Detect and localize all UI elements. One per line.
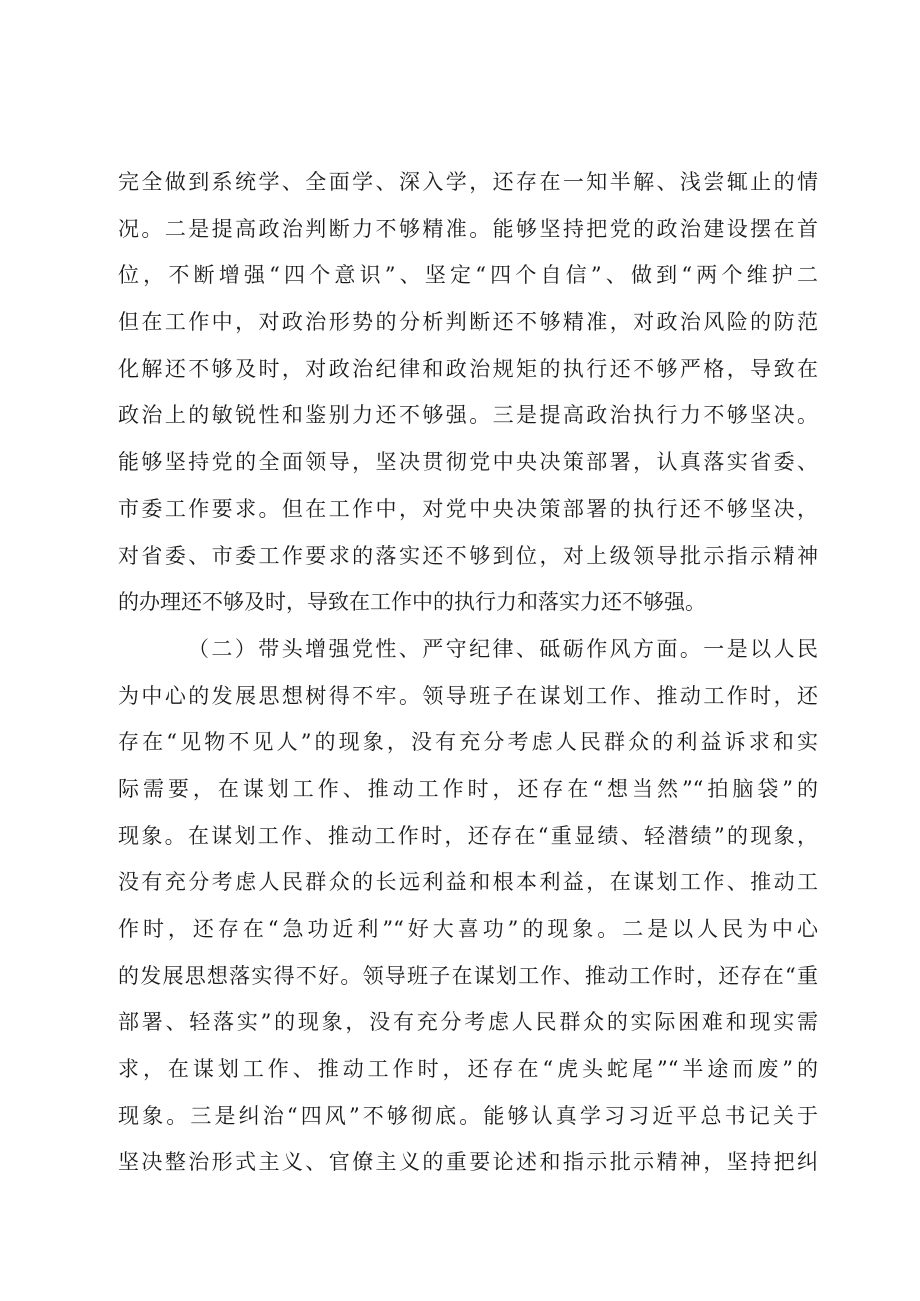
text-line: 况。二是提高政治判断力不够精准。能够坚持把党的政治建设摆在首 [118,216,818,241]
text-line: 现象。三是纠治“四风”不够彻底。能够认真学习习近平总书记关于 [118,1103,818,1128]
text-line: 坚决整治形式主义、官僚主义的重要论述和指示批示精神，坚持把纠 [118,1150,818,1175]
text-line: 没有充分考虑人民群众的长远利益和根本利益，在谋划工作、推动工 [118,870,818,895]
text-line: 能够坚持党的全面领导，坚决贯彻党中央决策部署，认真落实省委、 [118,450,818,475]
text-line: 位，不断增强“四个意识”、坚定“四个自信”、做到“两个维护二 [118,263,818,288]
paragraph-last-line: 的办理还不够及时，导致在工作中的执行力和落实力还不够强。 [118,590,706,615]
text-line: 政治上的敏锐性和鉴别力还不够强。三是提高政治执行力不够坚决。 [118,403,818,428]
text-line: 求，在谋划工作、推动工作时，还存在“虎头蛇尾”“半途而废”的 [118,1057,818,1082]
text-line: 但在工作中，对政治形势的分析判断还不够精准，对政治风险的防范 [118,310,818,335]
text-line: 为中心的发展思想树得不牢。领导班子在谋划工作、推动工作时，还 [118,683,818,708]
section-heading-line: （二）带头增强党性、严守纪律、砥砺作风方面。一是以人民 [188,636,818,661]
text-line: 作时，还存在“急功近利”“好大喜功”的现象。二是以人民为中心 [118,917,818,941]
text-line: 完全做到系统学、全面学、深入学，还存在一知半解、浅尝辄止的情 [118,170,818,194]
text-line: 存在“见物不见人”的现象，没有充分考虑人民群众的利益诉求和实 [118,730,818,755]
text-line: 际需要，在谋划工作、推动工作时，还存在“想当然”“拍脑袋”的 [118,776,818,801]
text-line: 化解还不够及时，对政治纪律和政治规矩的执行还不够严格，导致在 [118,356,818,381]
body-text [118,159,818,1186]
text-line: 对省委、市委工作要求的落实还不够到位，对上级领导批示指示精神 [118,543,818,568]
text-line: 市委工作要求。但在工作中，对党中央决策部署的执行还不够坚决， [118,496,818,521]
text-line: 的发展思想落实得不好。领导班子在谋划工作、推动工作时，还存在“重 [118,963,818,988]
text-line: 部署、轻落实”的现象，没有充分考虑人民群众的实际困难和现实需 [118,1010,818,1035]
text-line: 现象。在谋划工作、推动工作时，还存在“重显绩、轻潜绩”的现象， [118,823,818,848]
